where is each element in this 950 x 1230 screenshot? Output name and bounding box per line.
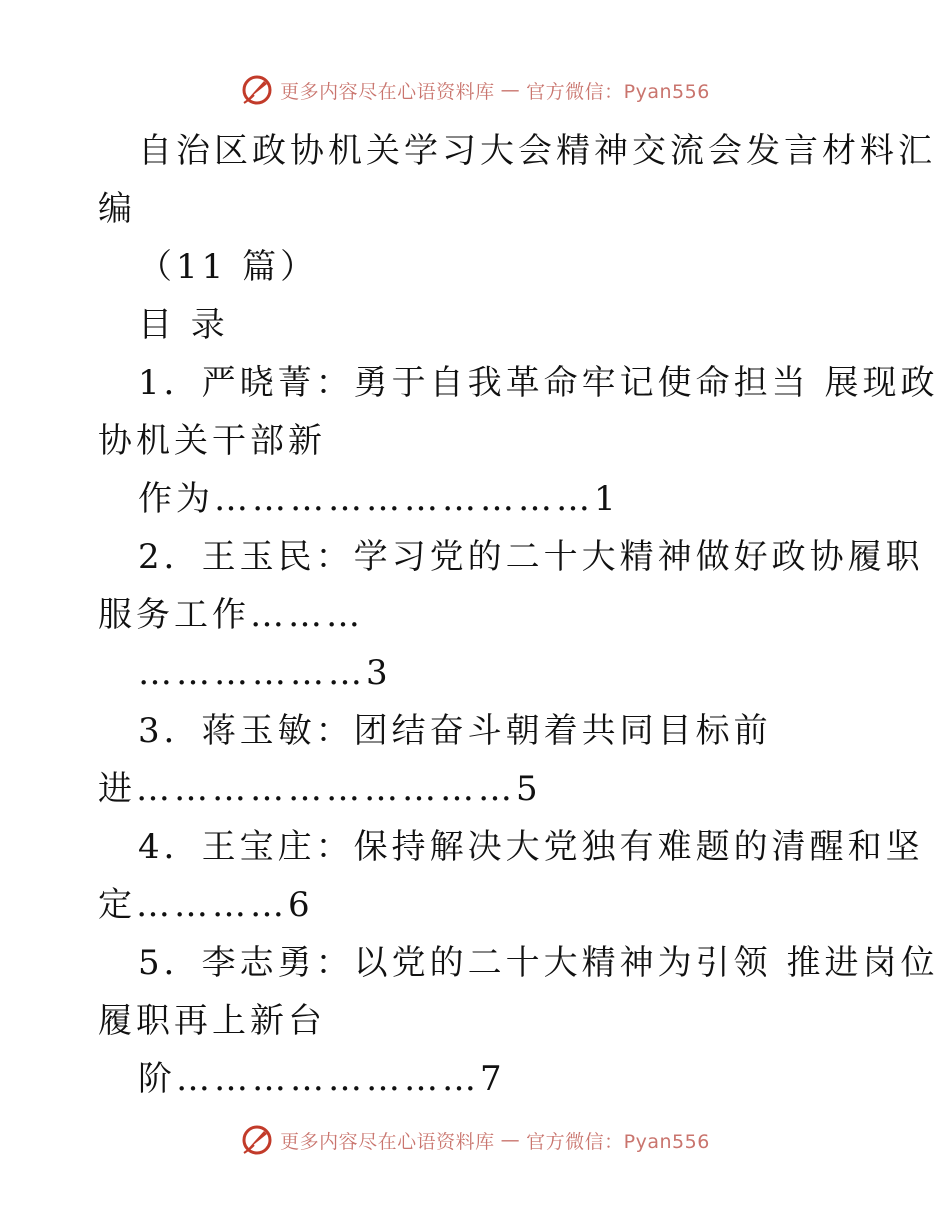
toc-entry-4-line-2: 定…………6 [98, 885, 314, 925]
quill-pen-circle-icon [240, 73, 274, 107]
toc-entry-5-line-2: 履职再上新台 [98, 1001, 326, 1041]
banner-dash: — [500, 1129, 521, 1151]
toc-entry-2-line-2: 服务工作……… [98, 595, 364, 635]
toc-entry-4-line-1: 4．王宝庄：保持解决大党独有难题的清醒和坚 [138, 827, 924, 867]
banner-site-name: 更多内容尽在心语资料库 [280, 1130, 495, 1153]
document-subtitle: （11 篇） [138, 247, 319, 287]
toc-entry-5-line-3: 阶……………………7 [138, 1059, 506, 1099]
toc-entry-5-line-1: 5．李志勇：以党的二十大精神为引领 推进岗位 [138, 943, 939, 983]
document-body [98, 122, 939, 1108]
toc-entry-1-line-2: 协机关干部新 [98, 421, 326, 461]
toc-entry-2-line-1: 2．王玉民：学习党的二十大精神做好政协履职 [138, 537, 924, 577]
banner-contact: 官方微信：Pyan556 [526, 1130, 710, 1153]
toc-entry-2-line-3: ………………3 [138, 653, 392, 693]
toc-entry-1-line-1: 1．严晓菁：勇于自我革命牢记使命担当 展现政 [138, 363, 939, 403]
toc-heading: 目 录 [138, 305, 229, 345]
header-banner [0, 70, 950, 110]
toc-entry-1-line-3: 作为…………………………1 [138, 479, 620, 519]
toc-entry-3-line-1: 3．蒋玉敏：团结奋斗朝着共同目标前 [138, 711, 772, 751]
banner-dash: — [500, 79, 521, 101]
quill-pen-circle-icon [240, 1123, 274, 1157]
document-title-line-1: 自治区政协机关学习大会精神交流会发言材料汇 [138, 131, 936, 171]
document-title-line-2: 编 [98, 189, 136, 229]
footer-banner [0, 1120, 950, 1160]
banner-site-name: 更多内容尽在心语资料库 [280, 80, 495, 103]
banner-contact: 官方微信：Pyan556 [526, 80, 710, 103]
toc-entry-3-line-2: 进…………………………5 [98, 769, 542, 809]
